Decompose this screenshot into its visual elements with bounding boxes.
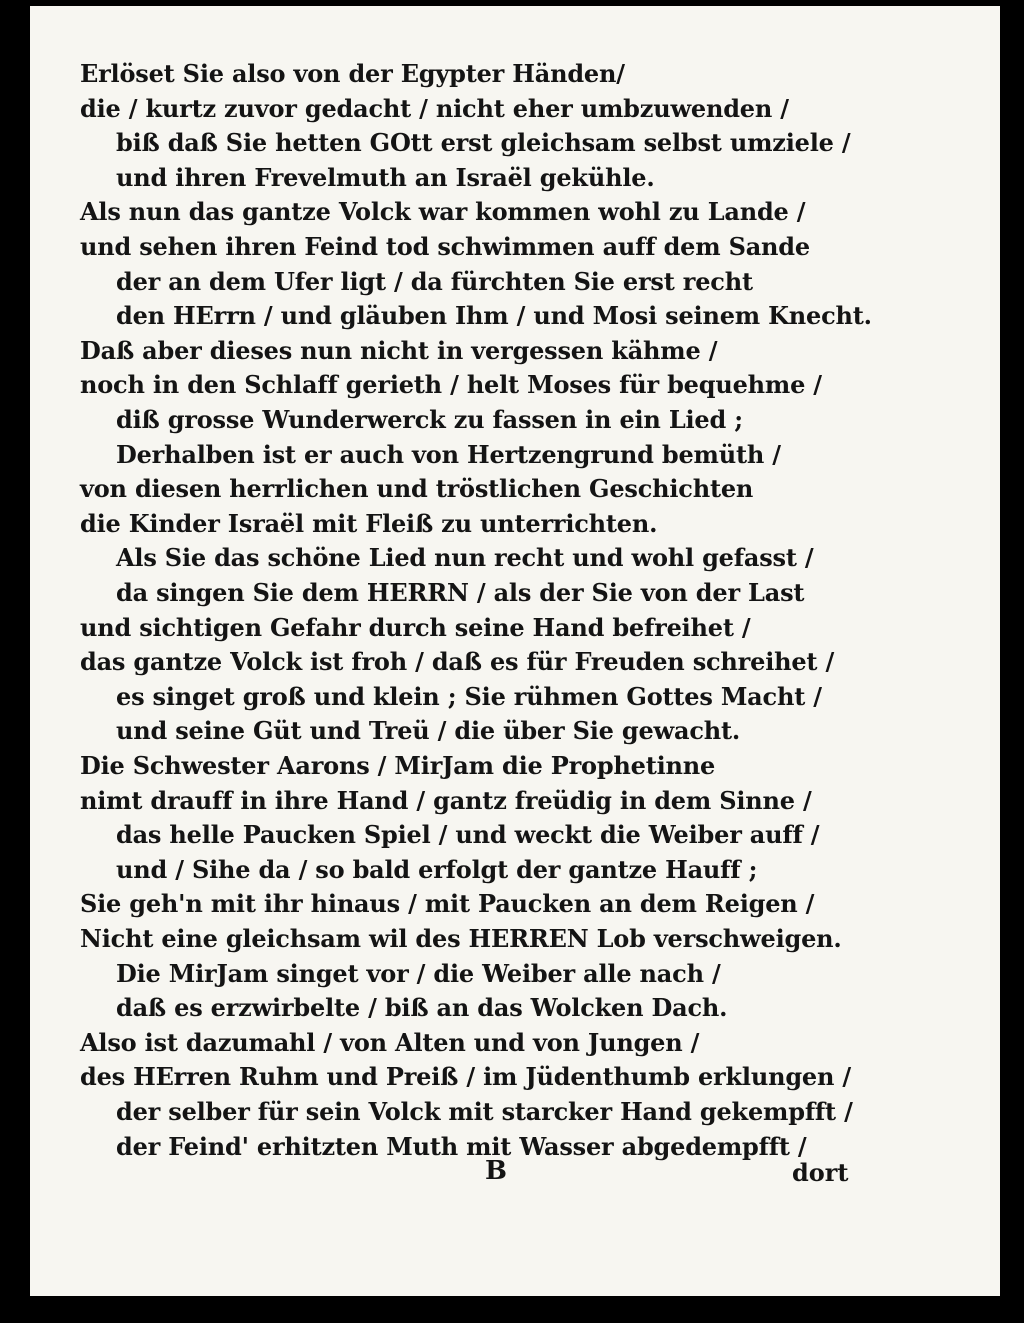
poem-line: der selber für sein Volck mit starcker Hand gekempfft / <box>116 1097 853 1126</box>
poem-line: Als Sie das schöne Lied nun recht und wohl gefasst / <box>116 543 814 573</box>
poem-line: der an dem Ufer ligt / da fürchten Sie erst recht <box>116 266 753 296</box>
poem-line: Erlöset Sie also von der Egypter Händen/ <box>80 59 625 88</box>
poem-line: Sie geh'n mit ihr hinaus / mit Paucken an dem Reigen / <box>80 889 815 919</box>
poem-line: Die MirJam singet vor / die Weiber alle nach / <box>116 958 721 988</box>
poem-line: da singen Sie dem HERRN / als der Sie von der Last <box>116 578 805 607</box>
poem-line: von diesen herrlichen und tröstlichen Geschichten <box>80 474 754 504</box>
poem-line: das helle Paucken Spiel / und weckt die Weiber auff / <box>116 820 820 850</box>
poem-line: daß es erzwirbelte / biß an das Wolcken Dach. <box>116 993 728 1023</box>
poem-line: Derhalben ist er auch von Hertzengrund bemüth / <box>116 439 781 469</box>
book-page <box>30 6 1000 1296</box>
poem-line: das gantze Volck ist froh / daß es für Freuden schreihet / <box>80 647 835 677</box>
poem-line: diß grosse Wunderwerck zu fassen in ein Lied ; <box>116 405 743 434</box>
poem-line: Nicht eine gleichsam wil des HERREN Lob verschweigen. <box>80 924 842 953</box>
poem-line: nimt drauff in ihre Hand / gantz freüdig in dem Sinne / <box>80 785 812 815</box>
poem-line: Als nun das gantze Volck war kommen wohl zu Lande / <box>80 197 806 227</box>
poem-line: die Kinder Israël mit Fleiß zu unterrichten. <box>80 508 658 538</box>
poem-line: den HErrn / und gläuben Ihm / und Mosi seinem Knecht. <box>116 301 872 331</box>
poem-line: und seine Güt und Treü / die über Sie gewacht. <box>116 716 741 746</box>
poem-line: Daß aber dieses nun nicht in vergessen kähme / <box>80 335 718 365</box>
poem-line: und / Sihe da / so bald erfolgt der gantze Hauff ; <box>116 854 758 884</box>
poem-line: des HErren Ruhm und Preiß / im Jüdenthumb erklungen / <box>80 1062 851 1092</box>
poem-line: es singet groß und klein ; Sie rühmen Gottes Macht / <box>116 681 822 711</box>
poem-line: Also ist dazumahl / von Alten und von Jungen / <box>80 1027 700 1057</box>
poem-line: Die Schwester Aarons / MirJam die Prophetinne <box>80 751 716 780</box>
poem-line: die / kurtz zuvor gedacht / nicht eher umbzuwenden / <box>80 93 789 123</box>
poem-line: und sichtigen Gefahr durch seine Hand befreihet / <box>80 612 751 642</box>
poem-line: der Feind' erhitzten Muth mit Wasser abgedempfft / <box>116 1131 807 1161</box>
signature-mark: B <box>485 1156 507 1186</box>
poem-line: und sehen ihren Feind tod schwimmen auff dem Sande <box>80 232 810 261</box>
poem-line: biß daß Sie hetten GOtt erst gleichsam selbst umziele / <box>116 128 851 158</box>
catchword: dort <box>792 1158 849 1187</box>
poem-line: noch in den Schlaff gerieth / helt Moses für bequehme / <box>80 370 822 400</box>
poem-line: und ihren Frevelmuth an Israël gekühle. <box>116 162 655 192</box>
